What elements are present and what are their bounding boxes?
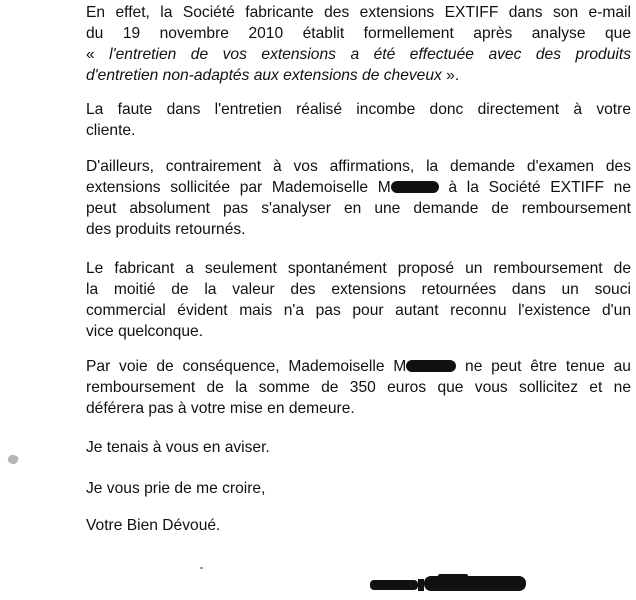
text-line: D'ailleurs, contrairement à vos affirmations, la demande d'examen des <box>86 158 631 175</box>
paragraph-consequence <box>86 356 631 419</box>
paragraph-examination-request <box>86 156 631 240</box>
text-line <box>86 44 631 65</box>
signature-line <box>86 515 631 536</box>
text-line: La faute dans l'entretien réalisé incombe donc directement à votre <box>86 101 631 118</box>
redacted-name <box>391 181 439 193</box>
text-line: des produits retournés. <box>86 221 246 238</box>
text-line: Je tenais à vous en aviser. <box>86 439 270 456</box>
text-line: Le fabricant a seulement spontanément proposé un remboursement de <box>86 260 631 277</box>
text-line: En effet, la Société fabricante des extensions EXTIFF dans son e-mail <box>86 4 631 21</box>
text-line: Je vous prie de me croire, <box>86 480 266 497</box>
text-line <box>86 65 631 86</box>
paragraph-manufacturer <box>86 258 631 342</box>
paragraph-fault <box>86 99 631 141</box>
text-line: du 19 novembre 2010 établit formellement après analyse que <box>86 25 631 42</box>
quote-text: l'entretien de vos extensions a été effectuée avec des produits <box>109 46 631 63</box>
text-segment: Par voie de conséquence, Mademoiselle M <box>86 358 407 375</box>
scan-speck <box>7 454 19 466</box>
quote-text: d'entretien non-adaptés aux extensions de cheveux <box>86 67 442 84</box>
text-line <box>86 356 631 377</box>
text-line: déférera pas à votre mise en demeure. <box>86 400 355 417</box>
text-line: vice quelconque. <box>86 323 204 340</box>
closing-formula <box>86 478 631 499</box>
text-line: Votre Bien Dévoué. <box>86 517 221 534</box>
text-line: peut absolument pas s'analyser en une demande de remboursement <box>86 200 631 217</box>
text-segment: extensions sollicitée par Mademoiselle M <box>86 179 391 196</box>
scan-dot <box>200 567 203 569</box>
text-line: cliente. <box>86 122 136 139</box>
paragraph-notice <box>86 437 631 458</box>
paragraph-email-analysis <box>86 2 631 86</box>
text-line: remboursement de la somme de 350 euros que vous sollicitez et ne <box>86 379 631 396</box>
text-line: commercial évident mais n'a pas pour autant reconnu l'existence d'un <box>86 302 631 319</box>
redacted-name <box>406 360 456 372</box>
text-segment: à la Société EXTIFF ne <box>438 179 631 196</box>
redacted-signature <box>368 572 530 594</box>
quote-close: ». <box>441 67 460 84</box>
quote-open: « <box>86 46 110 63</box>
text-line: la moitié de la valeur des extensions retournées dans un souci <box>86 281 631 298</box>
text-segment: ne peut être tenue au <box>456 358 631 375</box>
text-line <box>86 177 631 198</box>
